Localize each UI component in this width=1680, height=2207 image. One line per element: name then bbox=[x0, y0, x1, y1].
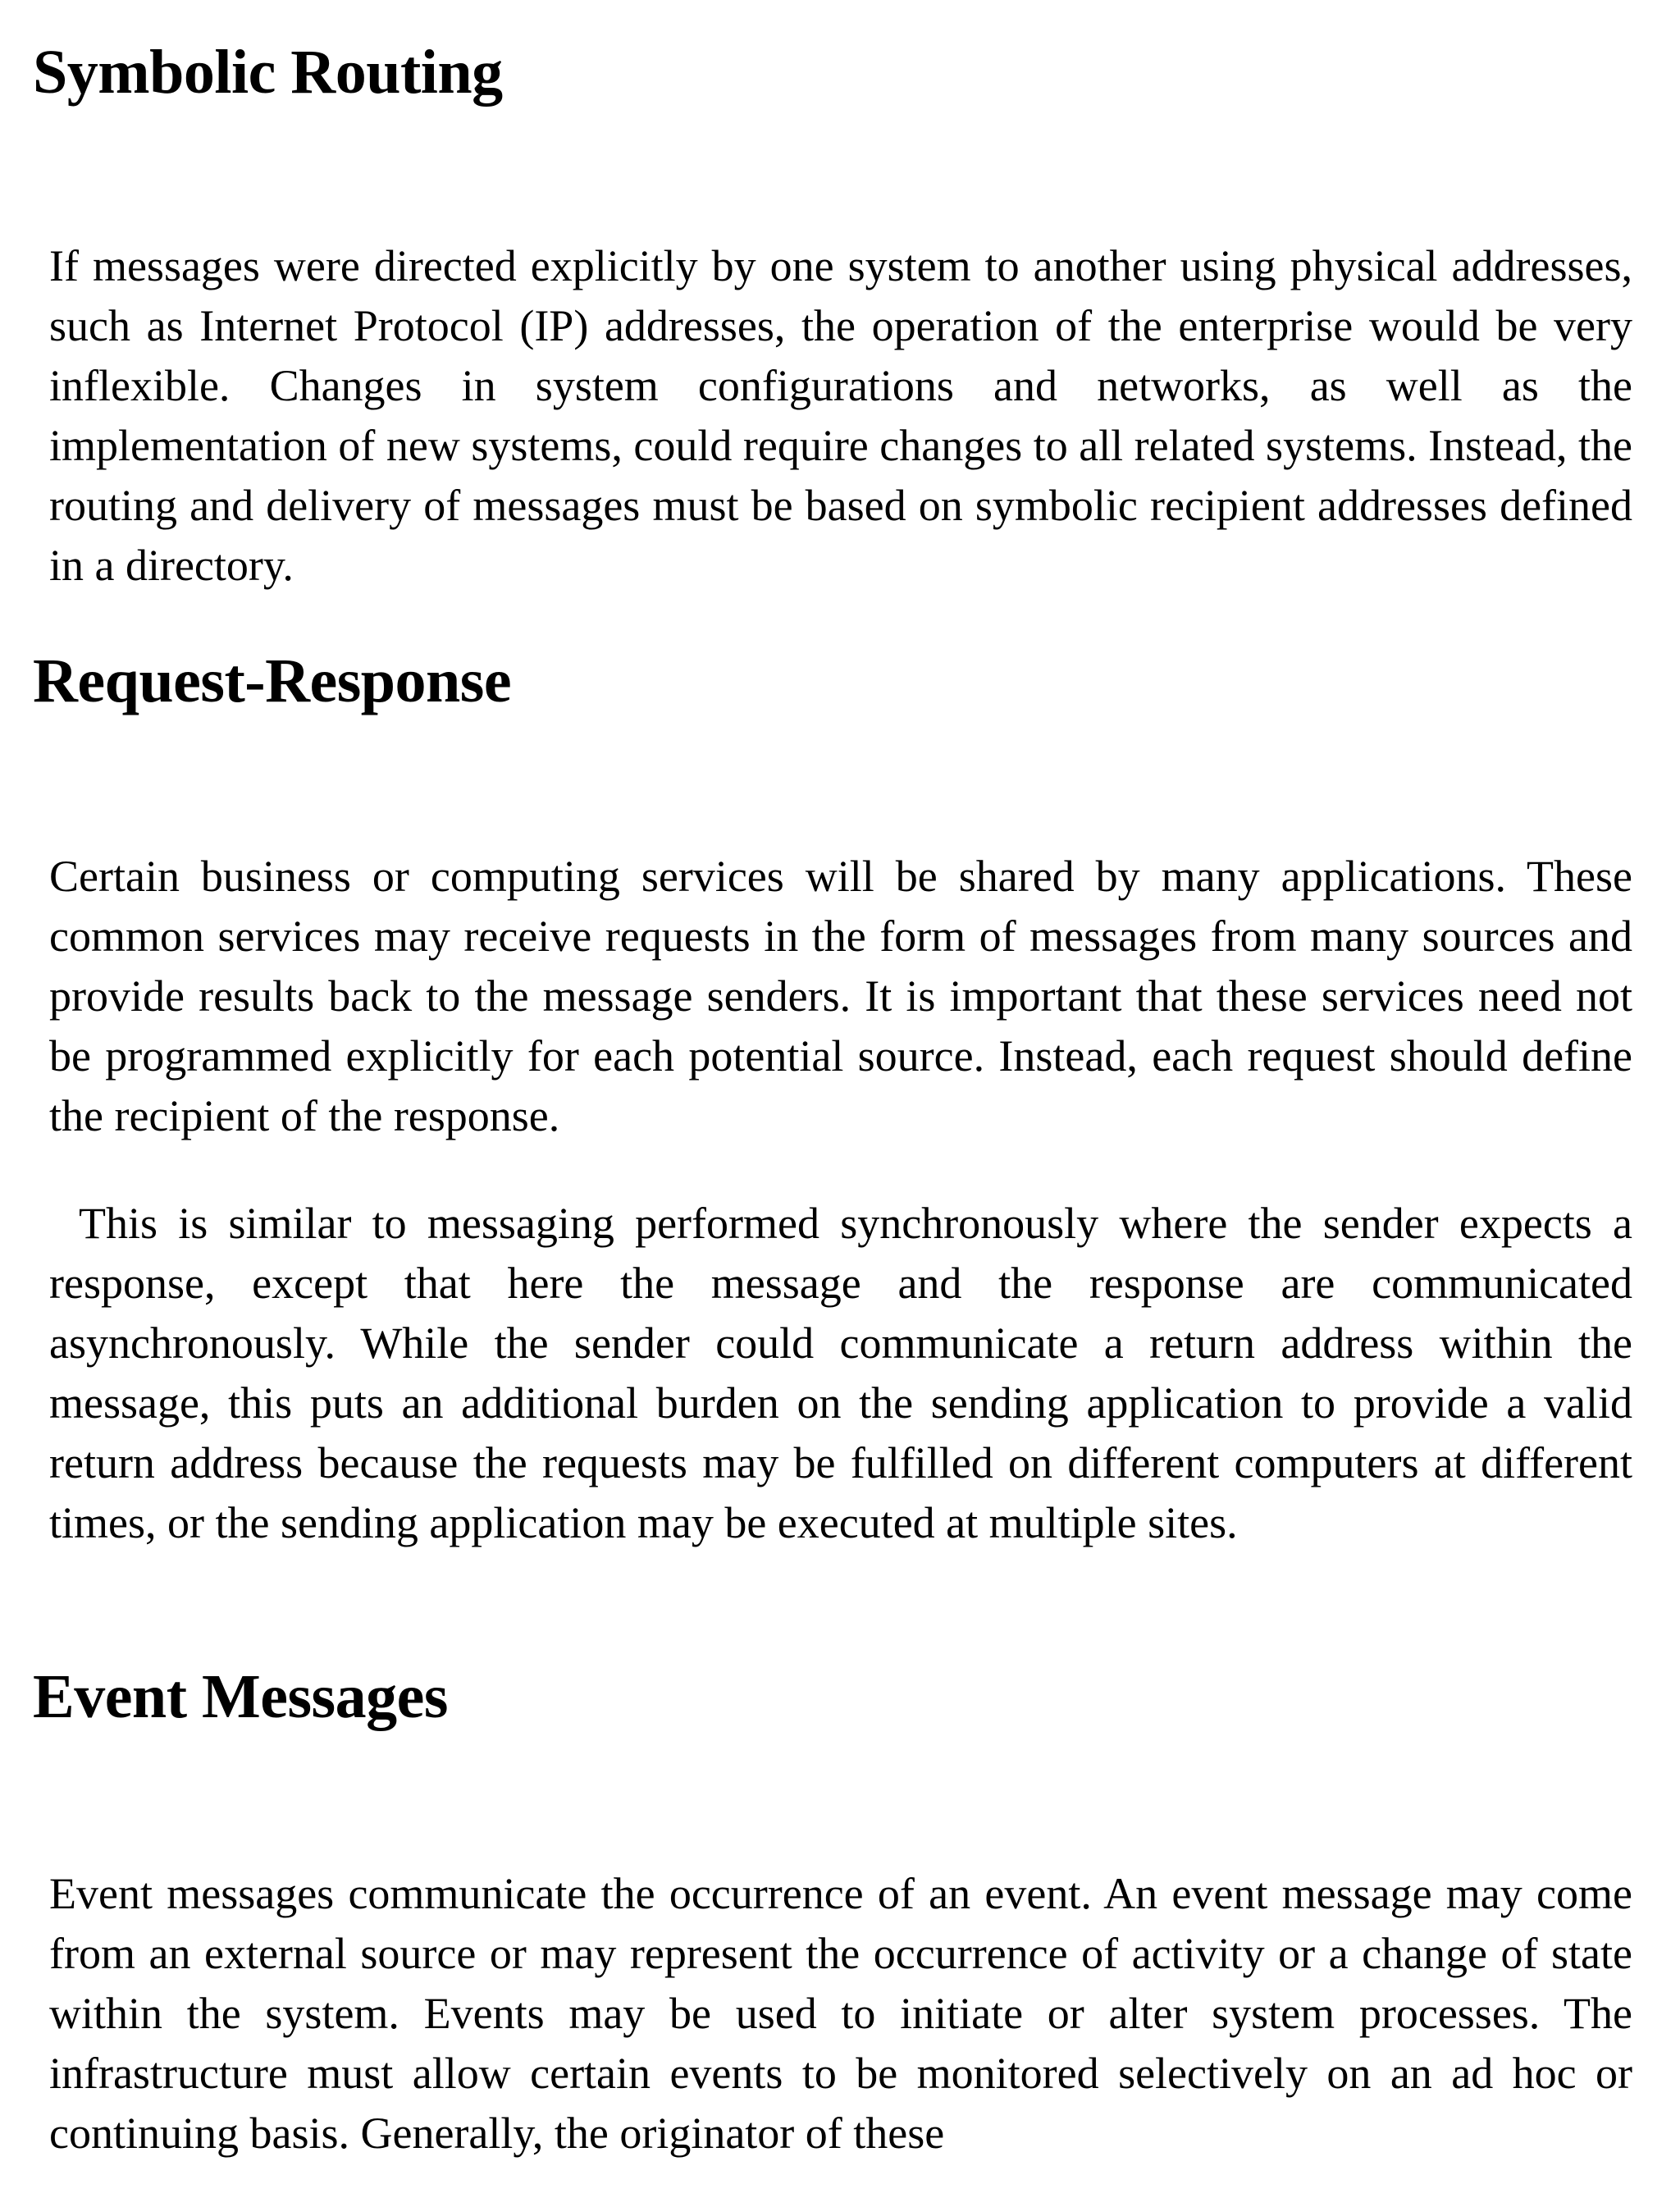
paragraph-request-response-2: This is similar to messaging performed synchronously where the sender expects a response, except that here the message and the response are communicated asynchronously. While the sender could communicate a return address within the message, this puts an additional burden on the sending application to provide a valid return address because the requests may be fulfilled on different computers at different times, or the sending application may be executed at multiple sites. bbox=[49, 1199, 1632, 1547]
paragraph-symbolic-routing: If messages were directed explicitly by one system to another using physical addresses, such as Internet Protocol (IP) addresses, the operation of the enterprise would be very inflexible. Changes in system configurations and networks, as well as the implementation of new systems, could require changes to all related systems. Instead, the routing and delivery of messages must be based on symbolic recipient addresses defined in a directory. bbox=[49, 241, 1632, 590]
paragraph-event-messages: Event messages communicate the occurrence of an event. An event message may come from an external source or may represent the occurrence of activity or a change of state within the system. Events may be used to initiate or alter system processes. The infrastructure must allow certain events to be monitored selectively on an ad hoc or continuing basis. Generally, the originator of these bbox=[49, 1869, 1632, 2158]
section-heading-request-response: Request-Response bbox=[33, 647, 512, 715]
section-heading-event-messages: Event Messages bbox=[33, 1662, 448, 1731]
paragraph-request-response-1: Certain business or computing services will be shared by many applications. These common services may receive requests in the form of messages from many sources and provide results back to the message senders. It is important that these services need not be programmed explicitly for each potential source. Instead, each request should define the recipient of the response. bbox=[49, 852, 1632, 1140]
section-heading-symbolic-routing: Symbolic Routing bbox=[33, 38, 503, 107]
